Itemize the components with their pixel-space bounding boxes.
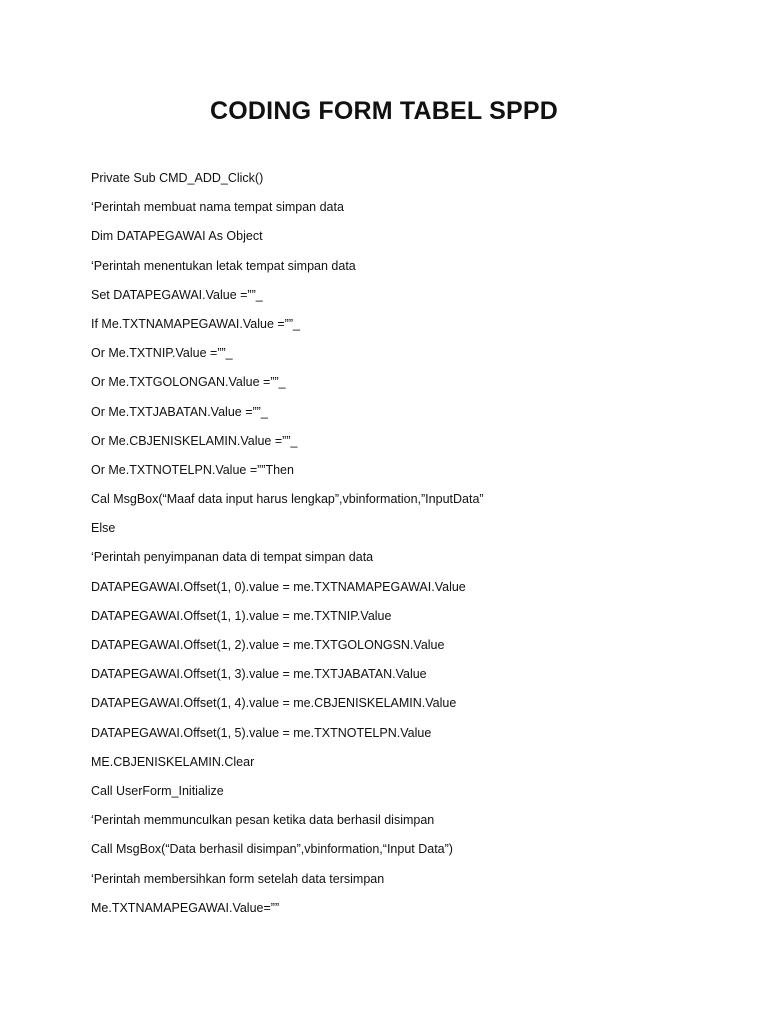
code-line: Or Me.TXTNIP.Value =””_ <box>91 346 233 361</box>
code-line: DATAPEGAWAI.Offset(1, 4).value = me.CBJENISKELAMIN.Value <box>91 696 457 711</box>
code-line: DATAPEGAWAI.Offset(1, 3).value = me.TXTJABATAN.Value <box>91 667 427 682</box>
code-line: ‘Perintah memmunculkan pesan ketika data berhasil disimpan <box>91 813 435 828</box>
code-line: ‘Perintah membersihkan form setelah data tersimpan <box>91 871 385 886</box>
code-line: If Me.TXTNAMAPEGAWAI.Value =””_ <box>91 316 300 331</box>
code-line: Private Sub CMD_ADD_Click() <box>91 171 264 185</box>
code-line: DATAPEGAWAI.Offset(1, 2).value = me.TXTGOLONGSN.Value <box>91 638 445 652</box>
code-line: Cal MsgBox(“Maaf data input harus lengkap”,vbinformation,”InputData” <box>91 492 484 507</box>
code-line: Call MsgBox(“Data berhasil disimpan”,vbinformation,“Input Data”) <box>91 842 453 857</box>
code-line: Call UserForm_Initialize <box>91 783 224 798</box>
code-line: ‘Perintah penyimpanan data di tempat simpan data <box>91 550 374 565</box>
page-title: CODING FORM TABEL SPPD <box>210 97 558 125</box>
code-line: Or Me.TXTJABATAN.Value =””_ <box>91 404 268 419</box>
code-line: ‘Perintah menentukan letak tempat simpan data <box>91 258 356 273</box>
code-line: Or Me.CBJENISKELAMIN.Value =””_ <box>91 433 298 448</box>
code-line: Set DATAPEGAWAI.Value =””_ <box>91 287 263 302</box>
code-line: DATAPEGAWAI.Offset(1, 5).value = me.TXTNOTELPN.Value <box>91 725 432 740</box>
code-line: Dim DATAPEGAWAI As Object <box>91 229 263 244</box>
code-line: Or Me.TXTGOLONGAN.Value =””_ <box>91 375 286 390</box>
code-listing <box>91 168 484 927</box>
code-line: ME.CBJENISKELAMIN.Clear <box>91 754 255 769</box>
code-line: Or Me.TXTNOTELPN.Value =””Then <box>91 462 294 477</box>
code-line: Me.TXTNAMAPEGAWAI.Value=”” <box>91 900 280 915</box>
code-line: ‘Perintah membuat nama tempat simpan data <box>91 200 344 215</box>
code-line: Else <box>91 521 116 536</box>
code-line: DATAPEGAWAI.Offset(1, 1).value = me.TXTNIP.Value <box>91 608 392 623</box>
code-line: DATAPEGAWAI.Offset(1, 0).value = me.TXTNAMAPEGAWAI.Value <box>91 579 466 594</box>
